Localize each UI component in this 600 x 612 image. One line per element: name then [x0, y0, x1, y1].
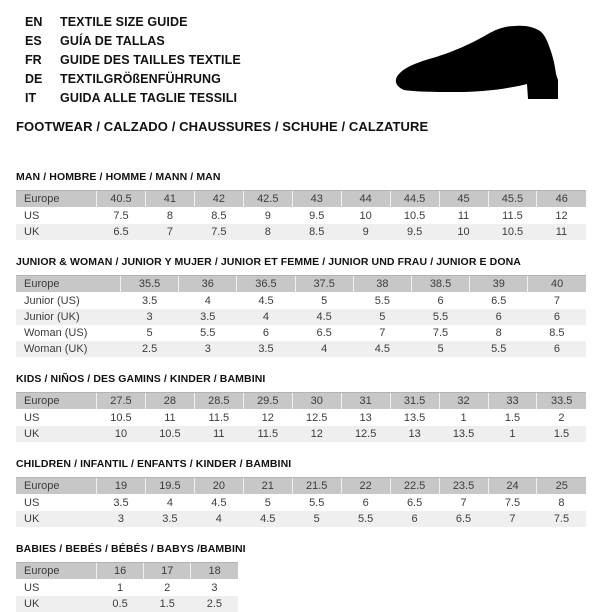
row-label-cell: Europe — [16, 276, 121, 293]
size-value-cell: 5.5 — [411, 309, 469, 325]
row-label-cell: US — [24, 412, 40, 424]
size-value-cell: 7.5 — [432, 327, 449, 339]
size-value-cell: 24 — [488, 478, 537, 495]
language-title: TEXTILE SIZE GUIDE — [60, 15, 188, 29]
size-value-cell: 4 — [295, 341, 353, 357]
section-title-man: MAN / HOMBRE / HOMME / MANN / MAN — [16, 171, 221, 183]
row-label-cell: Europe — [16, 191, 97, 208]
size-value-cell: 11 — [457, 210, 470, 222]
section-children — [16, 458, 600, 527]
size-value-cell: 40 — [528, 276, 586, 293]
language-code: EN — [25, 15, 43, 29]
children-size-table — [16, 477, 586, 527]
table-row — [16, 293, 586, 310]
size-value-cell: 11.5 — [208, 412, 230, 424]
size-value-cell: 46 — [537, 191, 586, 208]
table-row — [16, 325, 586, 341]
junior-woman-size-table — [16, 275, 586, 357]
table-header-row — [16, 393, 586, 410]
size-value-cell: 3 — [211, 582, 218, 594]
size-value-cell: 3 — [179, 341, 237, 357]
row-label-cell: Woman (US) — [24, 327, 88, 339]
table-row — [16, 309, 586, 325]
table-row — [16, 410, 586, 427]
table-row — [16, 495, 586, 512]
kids-size-table — [16, 392, 586, 442]
size-value-cell: 36 — [179, 276, 237, 293]
language-title: TEXTILGRÖßENFÜHRUNG — [60, 72, 221, 86]
size-value-cell: 35.5 — [121, 276, 179, 293]
size-value-cell: 6 — [528, 309, 586, 325]
size-value-cell: 12.5 — [341, 426, 390, 442]
size-value-cell: 12 — [555, 210, 568, 222]
size-value-cell: 7 — [145, 224, 194, 240]
size-value-cell: 3.5 — [237, 341, 295, 357]
size-value-cell: 8.5 — [211, 210, 227, 222]
size-value-cell: 5 — [411, 341, 469, 357]
size-value-cell: 11 — [537, 224, 586, 240]
size-value-cell: 6.5 — [439, 511, 488, 527]
size-value-cell: 10.5 — [145, 426, 194, 442]
size-value-cell: 2 — [558, 412, 565, 424]
section-title-kids: KIDS / NIÑOS / DES GAMINS / KINDER / BAMBINI — [16, 373, 266, 385]
size-value-cell: 3.5 — [145, 511, 194, 527]
size-value-cell: 38 — [353, 276, 411, 293]
row-label-cell: US — [24, 497, 40, 509]
size-value-cell: 37.5 — [295, 276, 353, 293]
row-label-cell: Junior (UK) — [16, 309, 121, 325]
size-value-cell: 5.5 — [200, 327, 216, 339]
section-title-children: CHILDREN / INFANTIL / ENFANTS / KINDER / BAMBINI — [16, 458, 292, 470]
size-value-cell: 7.5 — [113, 210, 129, 222]
size-value-cell: 39 — [470, 276, 528, 293]
size-value-cell: 1 — [117, 582, 124, 594]
size-value-cell: 6 — [528, 341, 586, 357]
size-value-cell: 12 — [292, 426, 341, 442]
table-header-row — [16, 478, 586, 495]
size-value-cell: 8.5 — [549, 327, 565, 339]
section-junior-woman — [16, 256, 600, 357]
size-value-cell: 6 — [470, 309, 528, 325]
size-value-cell: 40.5 — [97, 191, 146, 208]
row-label-cell: UK — [16, 426, 97, 442]
size-value-cell: 22.5 — [390, 478, 439, 495]
size-value-cell: 33 — [488, 393, 537, 410]
size-value-cell: 44.5 — [390, 191, 439, 208]
size-value-cell: 31.5 — [390, 393, 439, 410]
size-value-cell: 9.5 — [390, 224, 439, 240]
size-value-cell: 11 — [164, 412, 176, 424]
size-value-cell: 11.5 — [243, 426, 292, 442]
row-label-cell: UK — [16, 224, 97, 240]
size-value-cell: 5 — [292, 511, 341, 527]
size-value-cell: 9 — [341, 224, 390, 240]
size-value-cell: 13 — [390, 426, 439, 442]
size-value-cell: 25 — [537, 478, 586, 495]
size-value-cell: 32 — [439, 393, 488, 410]
size-value-cell: 4.5 — [295, 309, 353, 325]
size-value-cell: 8.5 — [292, 224, 341, 240]
size-value-cell: 8 — [495, 327, 502, 339]
row-label-cell: US — [24, 210, 40, 222]
size-value-cell: 19 — [97, 478, 146, 495]
man-size-table — [16, 190, 586, 240]
size-value-cell: 10 — [359, 210, 372, 222]
size-value-cell: 5 — [264, 497, 271, 509]
size-value-cell: 6 — [390, 511, 439, 527]
size-value-cell: 9 — [264, 210, 271, 222]
size-value-cell: 3.5 — [179, 309, 237, 325]
size-value-cell: 8 — [166, 210, 173, 222]
size-value-cell: 7 — [553, 295, 560, 307]
size-value-cell: 11.5 — [502, 210, 523, 222]
size-value-cell: 4 — [166, 497, 173, 509]
size-value-cell: 44 — [341, 191, 390, 208]
size-value-cell: 21 — [243, 478, 292, 495]
table-header-row — [16, 563, 238, 580]
size-value-cell: 7 — [379, 327, 386, 339]
table-row — [16, 580, 238, 597]
size-value-cell: 5.5 — [470, 341, 528, 357]
size-value-cell: 10.5 — [403, 210, 426, 222]
section-babies — [16, 543, 600, 612]
size-value-cell: 5 — [353, 309, 411, 325]
size-value-cell: 28.5 — [194, 393, 243, 410]
size-value-cell: 6.5 — [406, 497, 423, 509]
language-title: GUIDA ALLE TAGLIE TESSILI — [60, 91, 238, 105]
section-man — [16, 171, 600, 240]
size-value-cell: 1 — [488, 426, 537, 442]
size-value-cell: 10.5 — [110, 412, 132, 424]
row-label-cell: Junior (US) — [24, 295, 80, 307]
category-heading: FOOTWEAR / CALZADO / CHAUSSURES / SCHUHE / CALZATURE — [16, 119, 429, 134]
size-value-cell: 2.5 — [191, 596, 238, 612]
size-value-cell: 42 — [194, 191, 243, 208]
size-value-cell: 17 — [144, 563, 191, 580]
size-value-cell: 10.5 — [488, 224, 537, 240]
size-value-cell: 3 — [97, 511, 146, 527]
section-title-junior-woman: JUNIOR & WOMAN / JUNIOR Y MUJER / JUNIOR ET FEMME / JUNIOR UND FRAU / JUNIOR E DONA — [16, 256, 521, 268]
size-value-cell: 18 — [191, 563, 238, 580]
row-label-cell: UK — [16, 596, 97, 612]
language-code: FR — [25, 53, 42, 67]
row-label-cell: Europe — [16, 393, 97, 410]
table-row — [16, 511, 586, 527]
size-value-cell: 13 — [359, 412, 372, 424]
size-value-cell: 1 — [460, 412, 467, 424]
language-title: GUÍA DE TALLAS — [60, 34, 165, 48]
size-value-cell: 2.5 — [121, 341, 179, 357]
size-value-cell: 4 — [204, 295, 211, 307]
size-value-cell: 6 — [362, 497, 369, 509]
language-code: ES — [25, 34, 42, 48]
size-tables — [0, 171, 600, 612]
size-value-cell: 0.5 — [97, 596, 144, 612]
size-value-cell: 4.5 — [258, 295, 274, 307]
size-value-cell: 41 — [145, 191, 194, 208]
size-value-cell: 3.5 — [141, 295, 158, 307]
size-value-cell: 23.5 — [439, 478, 488, 495]
size-value-cell: 19.5 — [145, 478, 194, 495]
language-code: IT — [25, 91, 37, 105]
size-value-cell: 4.5 — [211, 497, 227, 509]
size-value-cell: 1.5 — [144, 596, 191, 612]
table-header-row — [16, 191, 586, 208]
language-title: GUIDE DES TAILLES TEXTILE — [60, 53, 241, 67]
size-value-cell: 13.5 — [403, 412, 426, 424]
size-value-cell: 43 — [292, 191, 341, 208]
size-value-cell: 28 — [145, 393, 194, 410]
size-value-cell: 27.5 — [97, 393, 146, 410]
size-value-cell: 4 — [237, 309, 295, 325]
size-value-cell: 10 — [97, 426, 146, 442]
size-value-cell: 12.5 — [306, 412, 328, 424]
row-label-cell: Woman (UK) — [16, 341, 121, 357]
size-value-cell: 21.5 — [292, 478, 341, 495]
size-value-cell: 7 — [460, 497, 467, 509]
size-value-cell: 16 — [97, 563, 144, 580]
size-value-cell: 6.5 — [97, 224, 146, 240]
size-value-cell: 11 — [194, 426, 243, 442]
size-value-cell: 3 — [121, 309, 179, 325]
table-row — [16, 224, 586, 240]
babies-size-table — [16, 562, 238, 612]
size-value-cell: 13.5 — [439, 426, 488, 442]
size-value-cell: 33.5 — [537, 393, 586, 410]
size-value-cell: 29.5 — [243, 393, 292, 410]
size-value-cell: 22 — [341, 478, 390, 495]
size-value-cell: 5.5 — [341, 511, 390, 527]
size-value-cell: 5 — [321, 295, 328, 307]
size-value-cell: 12 — [261, 412, 274, 424]
table-row — [16, 426, 586, 442]
section-title-babies: BABIES / BEBÉS / BÉBÉS / BABYS /BAMBINI — [16, 543, 246, 555]
table-row — [16, 341, 586, 357]
table-row — [16, 596, 238, 612]
row-label-cell: Europe — [16, 563, 97, 580]
size-value-cell: 31 — [341, 393, 390, 410]
size-value-cell: 4 — [194, 511, 243, 527]
row-label-cell: Europe — [16, 478, 97, 495]
size-value-cell: 6.5 — [316, 327, 332, 339]
size-value-cell: 7.5 — [194, 224, 243, 240]
size-value-cell: 6 — [262, 327, 270, 339]
row-label-cell: US — [24, 582, 40, 594]
size-value-cell: 7.5 — [504, 497, 521, 509]
size-value-cell: 45.5 — [488, 191, 537, 208]
size-value-cell: 36.5 — [237, 276, 295, 293]
size-value-cell: 10 — [439, 224, 488, 240]
size-value-cell: 5.5 — [309, 497, 325, 509]
row-label-cell: UK — [16, 511, 97, 527]
section-kids — [16, 373, 600, 442]
table-row — [16, 208, 586, 225]
table-header-row — [16, 276, 586, 293]
size-value-cell: 8 — [558, 497, 565, 509]
size-value-cell: 7 — [488, 511, 537, 527]
size-value-cell: 2 — [164, 582, 171, 594]
size-value-cell: 1.5 — [537, 426, 586, 442]
size-value-cell: 3.5 — [113, 497, 129, 509]
size-value-cell: 7.5 — [537, 511, 586, 527]
size-value-cell: 42.5 — [243, 191, 292, 208]
size-value-cell: 9.5 — [309, 210, 325, 222]
size-value-cell: 45 — [439, 191, 488, 208]
size-value-cell: 20 — [194, 478, 243, 495]
size-value-cell: 4.5 — [353, 341, 411, 357]
size-value-cell: 1.5 — [504, 412, 521, 424]
size-value-cell: 30 — [292, 393, 341, 410]
size-value-cell: 38.5 — [411, 276, 469, 293]
language-code: DE — [25, 72, 43, 86]
shoe-icon — [392, 22, 582, 108]
size-value-cell: 6 — [437, 295, 444, 307]
size-value-cell: 5.5 — [374, 295, 390, 307]
size-value-cell: 5 — [146, 327, 153, 339]
size-value-cell: 8 — [243, 224, 292, 240]
size-value-cell: 4.5 — [243, 511, 292, 527]
size-value-cell: 6.5 — [491, 295, 507, 307]
